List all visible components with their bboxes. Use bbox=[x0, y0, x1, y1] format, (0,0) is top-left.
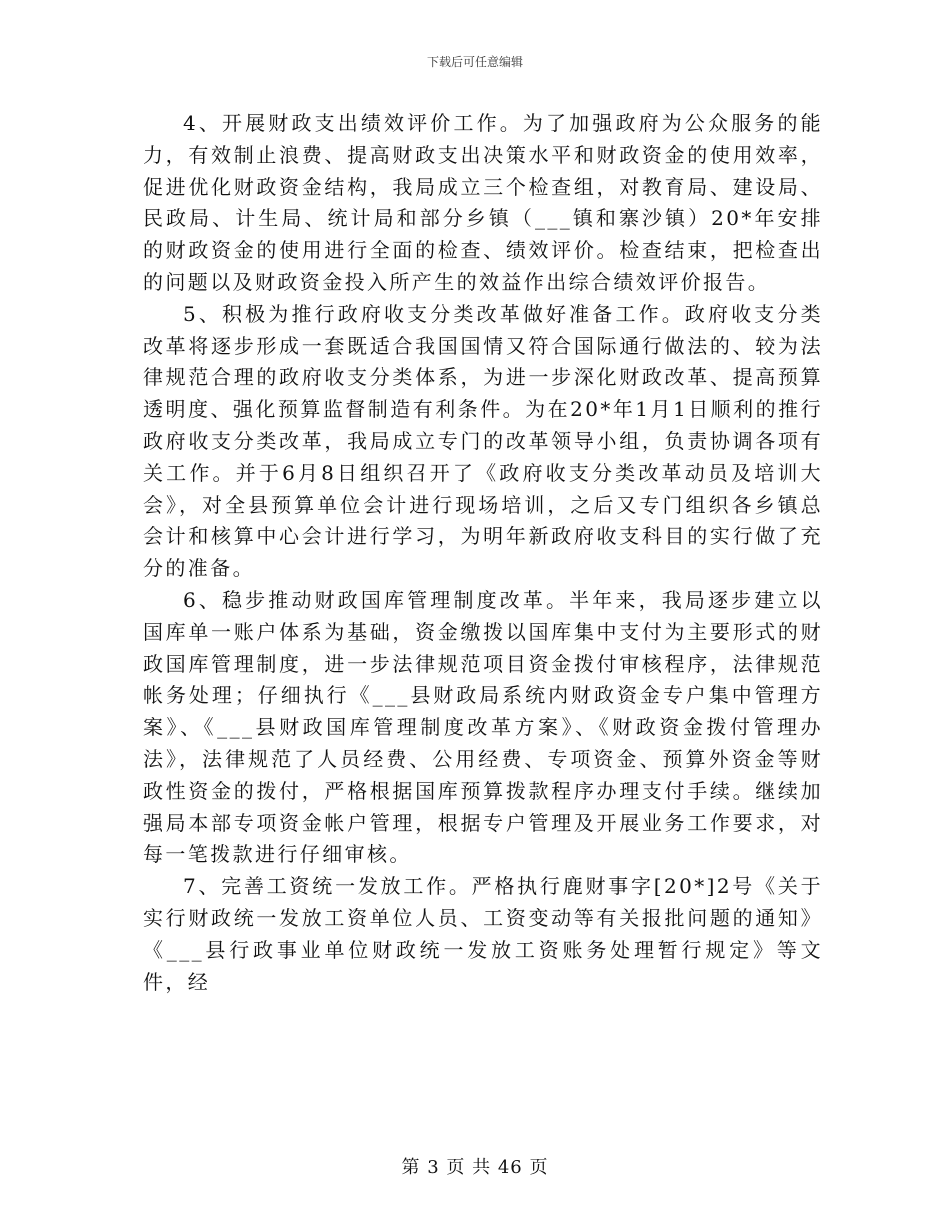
page-number: 第 3 页 共 46 页 bbox=[401, 1157, 549, 1178]
paragraph-item-4: 4、开展财政支出绩效评价工作。为了加强政府为公众服务的能力，有效制止浪费、提高财政支出决策水平和财政资金的使用效率，促进优化财政资金结构，我局成立三个检查组，对教育局、建设局、民政局、计生局、统计局和部分乡镇（___镇和寨沙镇）20*年安排的财政资金的使用进行全面的检查、绩效评价。检查结束，把检查出的问题以及财政资金投入所产生的效益作出综合绩效评价报告。 bbox=[143, 111, 823, 294]
paragraph-item-5: 5、积极为推行政府收支分类改革做好准备工作。政府收支分类改革将逐步形成一套既适合我国国情又符合国际通行做法的、较为法律规范合理的政府收支分类体系，为进一步深化财政改革、提高预算透明度、强化预算监督制造有利条件。为在20*年1月1日顺利的推行政府收支分类改革，我局成立专门的改革领导小组，负责协调各项有关工作。并于6月8日组织召开了《政府收支分类改革动员及培训大会》，对全县预算单位会计进行现场培训，之后又专门组织各乡镇总会计和核算中心会计进行学习，为明年新政府收支科目的实行做了充分的准备。 bbox=[143, 301, 823, 581]
document-body bbox=[143, 108, 823, 998]
paragraph-item-7: 7、完善工资统一发放工作。严格执行鹿财事字[20*]2号《关于实行财政统一发放工资单位人员、工资变动等有关报批问题的通知》《___县行政事业单位财政统一发放工资账务处理暂行规定》等文件，经 bbox=[143, 874, 823, 994]
paragraph-item-6: 6、稳步推动财政国库管理制度改革。半年来，我局逐步建立以国库单一账户体系为基础，资金缴拨以国库集中支付为主要形式的财政国库管理制度，进一步法律规范项目资金拨付审核程序，法律规范帐务处理；仔细执行《___县财政局系统内财政资金专户集中管理方案》、《___县财政国库管理制度改革方案》、《财政资金拨付管理办法》，法律规范了人员经费、公用经费、专项资金、预算外资金等财政性资金的拨付，严格根据国库预算拨款程序办理支付手续。继续加强局本部专项资金帐户管理，根据专户管理及开展业务工作要求，对每一笔拨款进行仔细审核。 bbox=[143, 587, 823, 867]
page-header-note: 下载后可任意编辑 bbox=[426, 55, 523, 69]
